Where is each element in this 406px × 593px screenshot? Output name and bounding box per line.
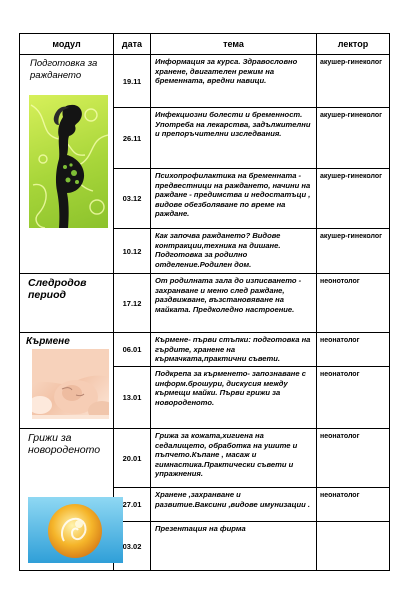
topic-cell: Презентация на фирма <box>151 522 317 571</box>
module-title-newborn: Грижи за новороденото <box>28 432 101 456</box>
topic-cell: Хранене ,захранване и развитие.Ваксини ,видове имунизации . <box>151 488 317 522</box>
date-cell: 17.12 <box>114 274 151 333</box>
table-row <box>20 274 390 333</box>
topic-cell: Грижа за кожата,хигиена на седалището, обработка на ушите и пъпчето.Къпане , масаж и гимнастика.Практически съвети и упражнения. <box>151 429 317 488</box>
table-row <box>20 429 390 488</box>
date-cell: 10.12 <box>114 229 151 274</box>
lecturer-cell: неонатолог <box>317 333 390 367</box>
header-date: дата <box>114 34 151 55</box>
date-cell: 13.01 <box>114 367 151 429</box>
date-cell: 06.01 <box>114 333 151 367</box>
module-title-breastfeeding: Кърмене <box>26 336 70 347</box>
mother-baby-image <box>32 349 109 419</box>
topic-cell: Инфекциозни болести и бременност. Употреба на лекарства, задължителни и препоръчителни изследвания. <box>151 108 317 169</box>
pregnant-silhouette-image <box>29 95 108 228</box>
lecturer-cell: неонатолог <box>317 488 390 522</box>
lecturer-cell: неонатолог <box>317 367 390 429</box>
header-module: модул <box>20 34 114 55</box>
topic-cell: Информация за курса. Здравословно хранене, двигателен режим на бременната, вредни навици. <box>151 55 317 108</box>
topic-cell: От родилната зала до изписването - захранване и меню след раждане, раздвижване, възстановяване на майката. Предколедно настроение. <box>151 274 317 333</box>
topic-cell: Как започва раждането? Видове контракции,техника на дишане. Подготовка за родилно отделение.Родилен дом. <box>151 229 317 274</box>
module-cell-prep <box>20 55 114 274</box>
lecturer-cell: акушер-гинеколог <box>317 229 390 274</box>
lecturer-cell <box>317 522 390 571</box>
table-row <box>20 333 390 367</box>
date-cell: 19.11 <box>114 55 151 108</box>
header-topic: тема <box>151 34 317 55</box>
lecturer-cell: акушер-гинеколог <box>317 55 390 108</box>
header-lecturer: лектор <box>317 34 390 55</box>
date-cell: 03.02 <box>114 522 151 571</box>
topic-cell: Кърмене- първи стъпки: подготовка на гърдите, хранене на кърмачката,практични съвети. <box>151 333 317 367</box>
lecturer-cell: акушер-гинеколог <box>317 108 390 169</box>
date-cell: 27.01 <box>114 488 151 522</box>
date-cell: 20.01 <box>114 429 151 488</box>
topic-cell: Подкрепа за кърменето- запознаване с информ.брошури, дискусия между кърмещи майки. Първи грижи за новороденото. <box>151 367 317 429</box>
lecturer-cell: акушер-гинеколог <box>317 169 390 229</box>
module-title-postnatal: Следродов период <box>28 277 87 301</box>
date-cell: 03.12 <box>114 169 151 229</box>
module-cell-newborn <box>20 429 114 571</box>
date-cell: 26.11 <box>114 108 151 169</box>
lecturer-cell: неонотолог <box>317 274 390 333</box>
table-header-row <box>20 34 390 55</box>
module-title-prep: Подготовка за раждането <box>30 58 98 81</box>
schedule-table <box>19 33 390 571</box>
module-cell-postnatal <box>20 274 114 333</box>
topic-cell: Психопрофилактика на бременната - предвестници на раждането, начини на раждане - предимства и недостатъци , видове обезболяване по време на раждане. <box>151 169 317 229</box>
module-cell-breastfeeding <box>20 333 114 429</box>
lecturer-cell: неонатолог <box>317 429 390 488</box>
newborn-emblem-image <box>28 497 123 563</box>
table-row <box>20 55 390 108</box>
